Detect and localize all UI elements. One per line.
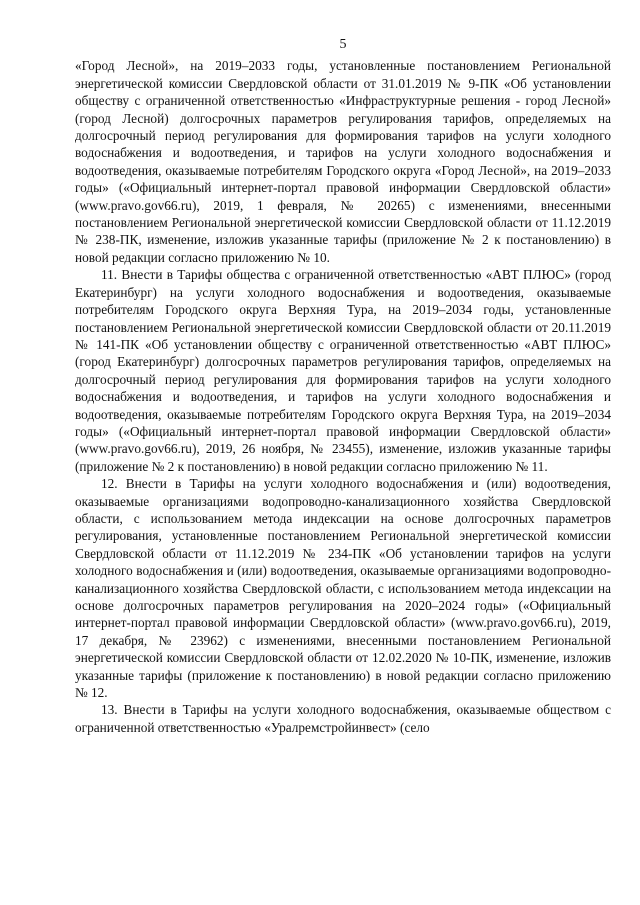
document-page (75, 36, 611, 736)
page-number: 5 (339, 37, 347, 52)
paragraph-continuation: «Город Лесной», на 2019–2033 годы, установленные постановлением Региональной энергетической комиссии Свердловской области от 31.01.2019 № 9-ПК «Об установлении обществу с ограниченной ответственностью «Инфраструктурные решения - город Лесной» (город Лесной) долгосрочных параметров регулирования тарифов, определяемых на долгосрочный период регулирования для формирования тарифов на услуги холодного водоснабжения и водоотведения, и тарифов на услуги холодного водоснабжения и водоотведения, оказываемые потребителям Городского округа «Город Лесной», на 2019–2033 годы» («Официальный интернет-портал правовой информации Свердловской области» (www.pravo.gov66.ru), 2019, 1 февраля, № 20265) с изменениями, внесенными постановлением Региональной энергетической комиссии Свердловской области от 11.12.2019 № 238-ПК, изменение, изложив указанные тарифы (приложение № 2 к постановлению) в новой редакции согласно приложению № 10. (75, 58, 611, 265)
paragraph-item-12: 12. Внести в Тарифы на услуги холодного водоснабжения и (или) водоотведения, оказываемые организациями водопроводно-канализационного хозяйства Свердловской области, с использованием метода индексации на основе долгосрочных параметров регулирования, установленные постановлением Региональной энергетической комиссии Свердловской области от 11.12.2019 № 234-ПК «Об установлении тарифов на услуги холодного водоснабжения и (или) водоотведения, оказываемые организациями водопроводно-канализационного хозяйства Свердловской области, с использованием метода индексации на основе долгосрочных параметров регулирования на 2020–2024 годы» («Официальный интернет-портал правовой информации Свердловской области» (www.pravo.gov66.ru), 2019, 17 декабря, № 23962) с изменениями, внесенными постановлением Региональной энергетической комиссии Свердловской области от 12.02.2020 № 10-ПК, изменение, изложив указанные тарифы (приложение к постановлению) в новой редакции согласно приложению № 12. (75, 476, 611, 701)
paragraph-item-11: 11. Внести в Тарифы общества с ограниченной ответственностью «АВТ ПЛЮС» (город Екатеринбург) на услуги холодного водоснабжения и водоотведения, оказываемые потребителям Городского округа Верхняя Тура, на 2019–2034 годы, установленные постановлением Региональной энергетической комиссии Свердловской области от 20.11.2019 № 141-ПК «Об установлении обществу с ограниченной ответственностью «АВТ ПЛЮС» (город Екатеринбург) долгосрочных параметров регулирования тарифов, определяемых на долгосрочный период регулирования для формирования тарифов на услуги холодного водоснабжения и водоотведения, и тарифов на услуги холодного водоснабжения и водоотведения, оказываемые потребителям Городского округа Верхняя Тура, на 2019–2034 годы» («Официальный интернет-портал правовой информации Свердловской области» (www.pravo.gov66.ru), 2019, 26 ноября, № 23455), изменение, изложив указанные тарифы (приложение № 2 к постановлению) в новой редакции согласно приложению № 11. (75, 267, 611, 474)
paragraph-item-13: 13. Внести в Тарифы на услуги холодного водоснабжения, оказываемые обществом с ограниченной ответственностью «Уралремстройинвест» (село (75, 702, 611, 735)
